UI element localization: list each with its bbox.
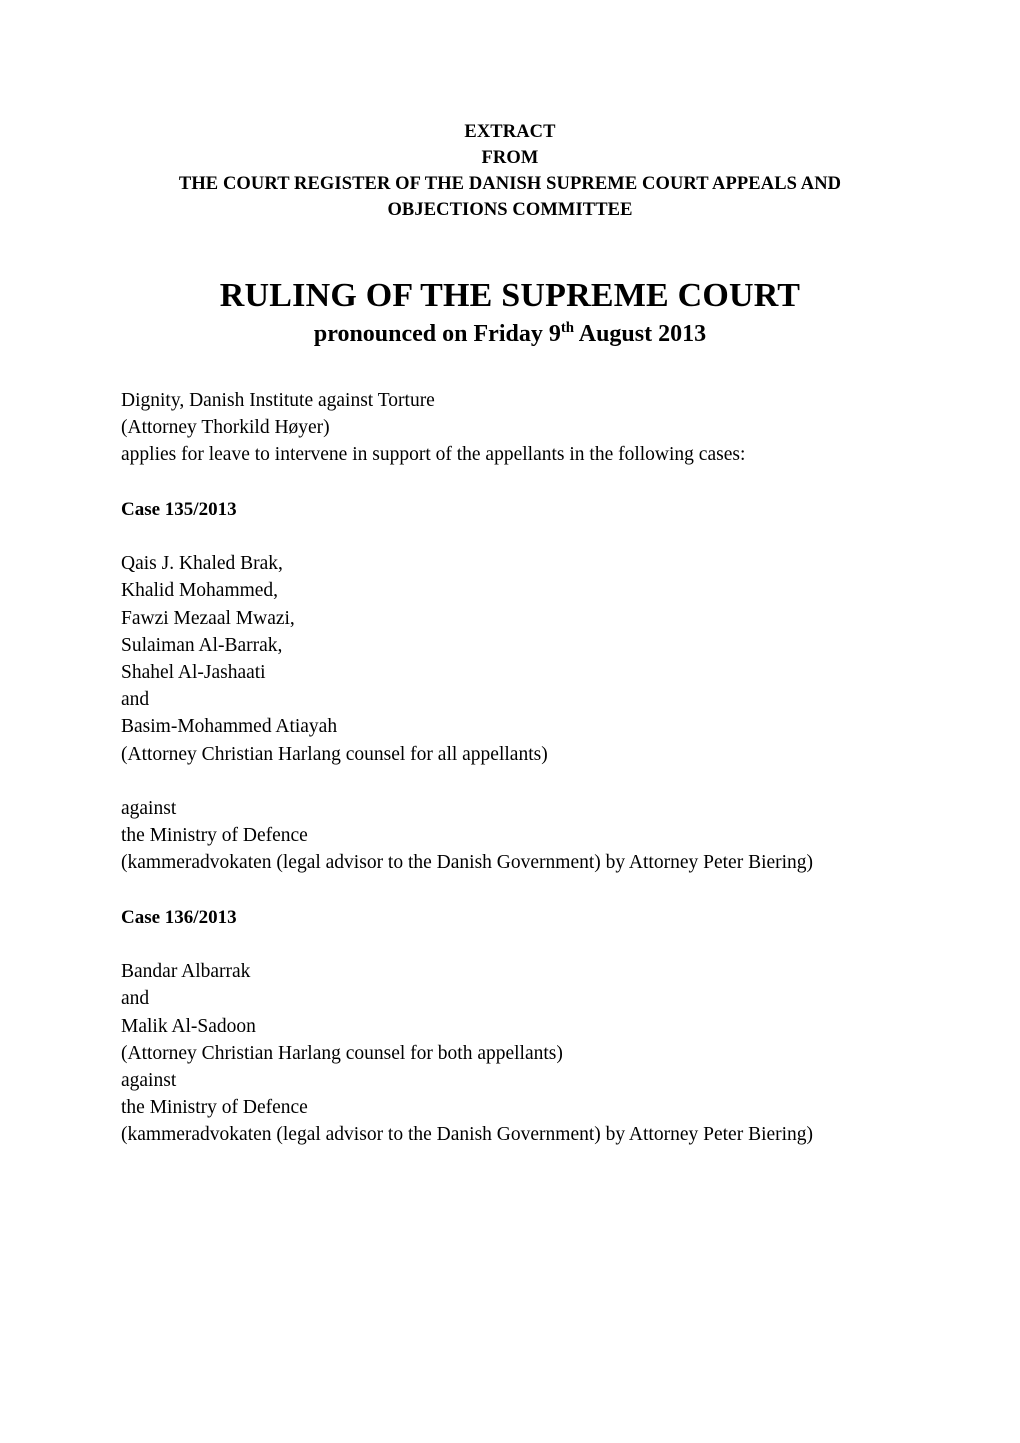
appellant-name: Malik Al-Sadoon xyxy=(121,1015,256,1037)
ruling-date-line xyxy=(121,318,899,350)
appellant-conjunction: and xyxy=(121,988,150,1010)
respondent-counsel-136: (kammeradvokaten (legal advisor to the Danish Government) by Attorney Peter Biering) xyxy=(121,1124,814,1146)
masthead-line-register: THE COURT REGISTER OF THE DANISH SUPREME COURT APPEALS AND OBJECTIONS COMMITTEE xyxy=(178,174,842,220)
respondent-136: the Ministry of Defence xyxy=(121,1097,308,1119)
intervener-name: Dignity, Danish Institute against Torture xyxy=(121,390,435,411)
against-label-136: against xyxy=(121,1070,177,1091)
document-masthead xyxy=(121,119,899,223)
against-label-135: against xyxy=(121,798,177,819)
case-heading-136: Case 136/2013 xyxy=(121,906,237,928)
masthead-line-from: FROM xyxy=(481,148,539,168)
respondent-135: the Ministry of Defence xyxy=(121,825,308,847)
spacer xyxy=(121,523,921,550)
appellant-name: Khalid Mohammed, xyxy=(121,580,279,602)
spacer xyxy=(121,931,921,958)
respondent-counsel-135: (kammeradvokaten (legal advisor to the Danish Government) by Attorney Peter Biering) xyxy=(121,852,814,874)
page-title: RULING OF THE SUPREME COURT xyxy=(219,277,801,314)
title-block xyxy=(121,276,899,350)
appellant-name: Bandar Albarrak xyxy=(121,961,251,983)
ruling-date-suffix: August 2013 xyxy=(574,321,707,347)
spacer xyxy=(121,768,921,795)
case-heading-135: Case 135/2013 xyxy=(121,498,237,520)
masthead-line-extract: EXTRACT xyxy=(464,122,556,142)
appellant-name: Shahel Al-Jashaati xyxy=(121,662,266,683)
appellant-name: Basim-Mohammed Atiayah xyxy=(121,716,338,738)
appellant-counsel-136: (Attorney Christian Harlang counsel for both appellants) xyxy=(121,1042,563,1064)
appellant-conjunction: and xyxy=(121,689,150,711)
appellant-name: Sulaiman Al-Barrak, xyxy=(121,634,283,656)
spacer xyxy=(121,469,921,496)
ruling-date-prefix: pronounced on Friday 9 xyxy=(313,321,561,347)
intervener-counsel: (Attorney Thorkild Høyer) xyxy=(121,417,330,439)
spacer xyxy=(121,877,921,904)
appellant-counsel-135: (Attorney Christian Harlang counsel for all appellants) xyxy=(121,743,548,765)
ruling-date-ordinal: th xyxy=(560,320,575,336)
appellant-name: Qais J. Khaled Brak, xyxy=(121,553,283,575)
intervener-application: applies for leave to intervene in support of the appellants in the following cases: xyxy=(121,444,746,466)
appellant-name: Fawzi Mezaal Mwazi, xyxy=(121,607,295,629)
document-body xyxy=(121,387,921,1149)
